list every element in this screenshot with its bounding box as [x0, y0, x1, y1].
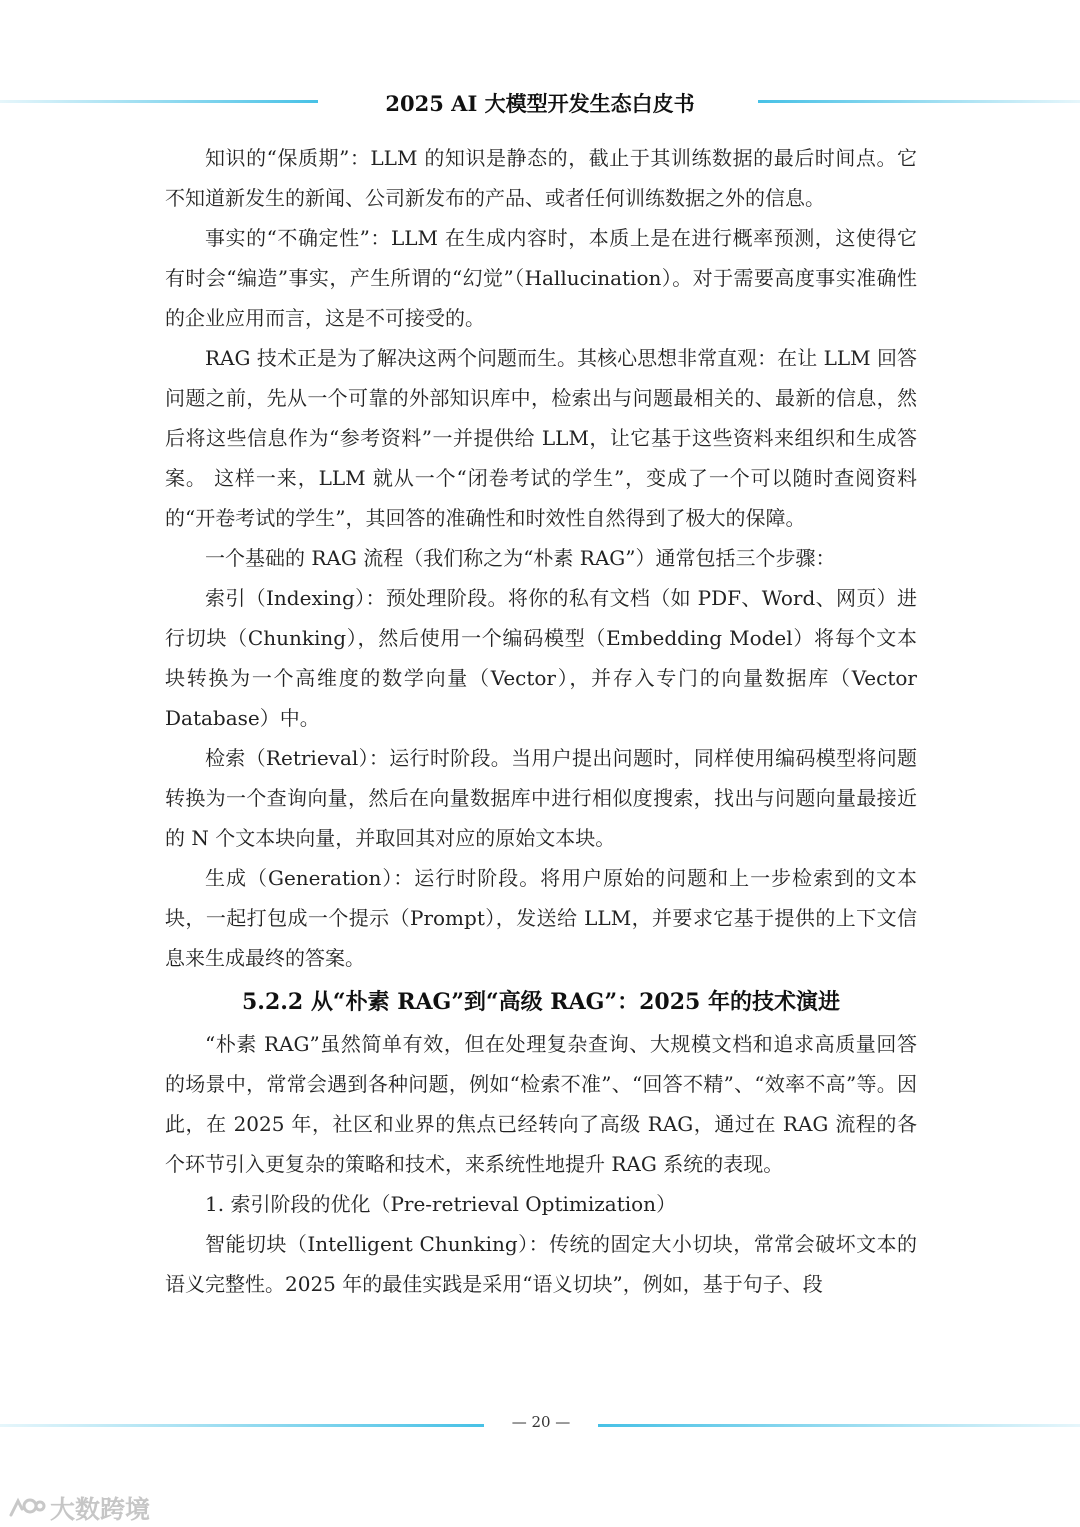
paragraph-advanced-rag: “朴素 RAG”虽然简单有效，但在处理复杂查询、大规模文档和追求高质量回答的场景中，常常会遇到各种问题，例如“检索不准”、“回答不精”、“效率不高”等。因此，在 2025 年，社区和业界的焦点已经转向了高级 RAG，通过在 RAG 流程的各个环节引入更复杂的策略和技术，来系统性地提升 RAG 系统的表现。 [165, 1032, 917, 1176]
watermark [8, 1490, 150, 1526]
paragraph-knowledge-shelf-life: 知识的“保质期”：LLM 的知识是静态的，截止于其训练数据的最后时间点。它不知道新发生的新闻、公司新发布的产品、或者任何训练数据之外的信息。 [165, 146, 917, 210]
header-rule-right [758, 100, 1080, 103]
paragraph-generation: 生成（Generation）：运行时阶段。将用户原始的问题和上一步检索到的文本块，一起打包成一个提示（Prompt），发送给 LLM，并要求它基于提供的上下文信息来生成最终的答案。 [165, 866, 917, 970]
paragraph-rag-intro: RAG 技术正是为了解决这两个问题而生。其核心思想非常直观：在让 LLM 回答问题之前，先从一个可靠的外部知识库中，检索出与问题最相关的、最新的信息，然后将这些信息作为“参考资料”一并提供给 LLM，让它基于这些资料来组织和生成答案。 这样一来，LLM 就从一个“闭卷考试的学生”，变成了一个可以随时查阅资料的“开卷考试的学生”，其回答的准确性和时效性自然得到了极大的保障。 [165, 346, 917, 530]
page-header-title: 2025 AI 大模型开发生态白皮书 [385, 91, 695, 116]
footer-rule-left [0, 1424, 484, 1427]
paragraph-retrieval: 检索（Retrieval）：运行时阶段。当用户提出问题时，同样使用编码模型将问题转换为一个查询向量，然后在向量数据库中进行相似度搜索，找出与问题向量最接近的 N 个文本块向量，并取回其对应的原始文本块。 [165, 746, 917, 850]
paragraph-indexing: 索引（Indexing）：预处理阶段。将你的私有文档（如 PDF、Word、网页）进行切块（Chunking），然后使用一个编码模型（Embedding Model）将每个文本块转换为一个高维度的数学向量（Vector），并存入专门的向量数据库（Vector Database）中。 [165, 586, 917, 730]
paragraph-fact-uncertainty: 事实的“不确定性”：LLM 在生成内容时，本质上是在进行概率预测，这使得它有时会“编造”事实，产生所谓的“幻觉”（Hallucination）。对于需要高度事实准确性的企业应用而言，这是不可接受的。 [165, 226, 917, 330]
watermark-text: 大数跨境 [50, 1495, 151, 1524]
section-heading: 5.2.2 从“朴素 RAG”到“高级 RAG”：2025 年的技术演进 [241, 989, 840, 1015]
watermark-logo-icon [8, 1495, 46, 1521]
list-item-pre-retrieval: 1. 索引阶段的优化（Pre-retrieval Optimization） [205, 1192, 677, 1216]
footer-rule-right [598, 1424, 1080, 1427]
paragraph-rag-steps-intro: 一个基础的 RAG 流程（我们称之为“朴素 RAG”）通常包括三个步骤： [205, 546, 836, 570]
page-body [165, 138, 917, 1304]
header-rule-left [0, 100, 318, 103]
paragraph-intelligent-chunking: 智能切块（Intelligent Chunking）：传统的固定大小切块，常常会破坏文本的语义完整性。2025 年的最佳实践是采用“语义切块”，例如，基于句子、段 [165, 1232, 917, 1296]
page-number: — 20 — [511, 1413, 571, 1431]
